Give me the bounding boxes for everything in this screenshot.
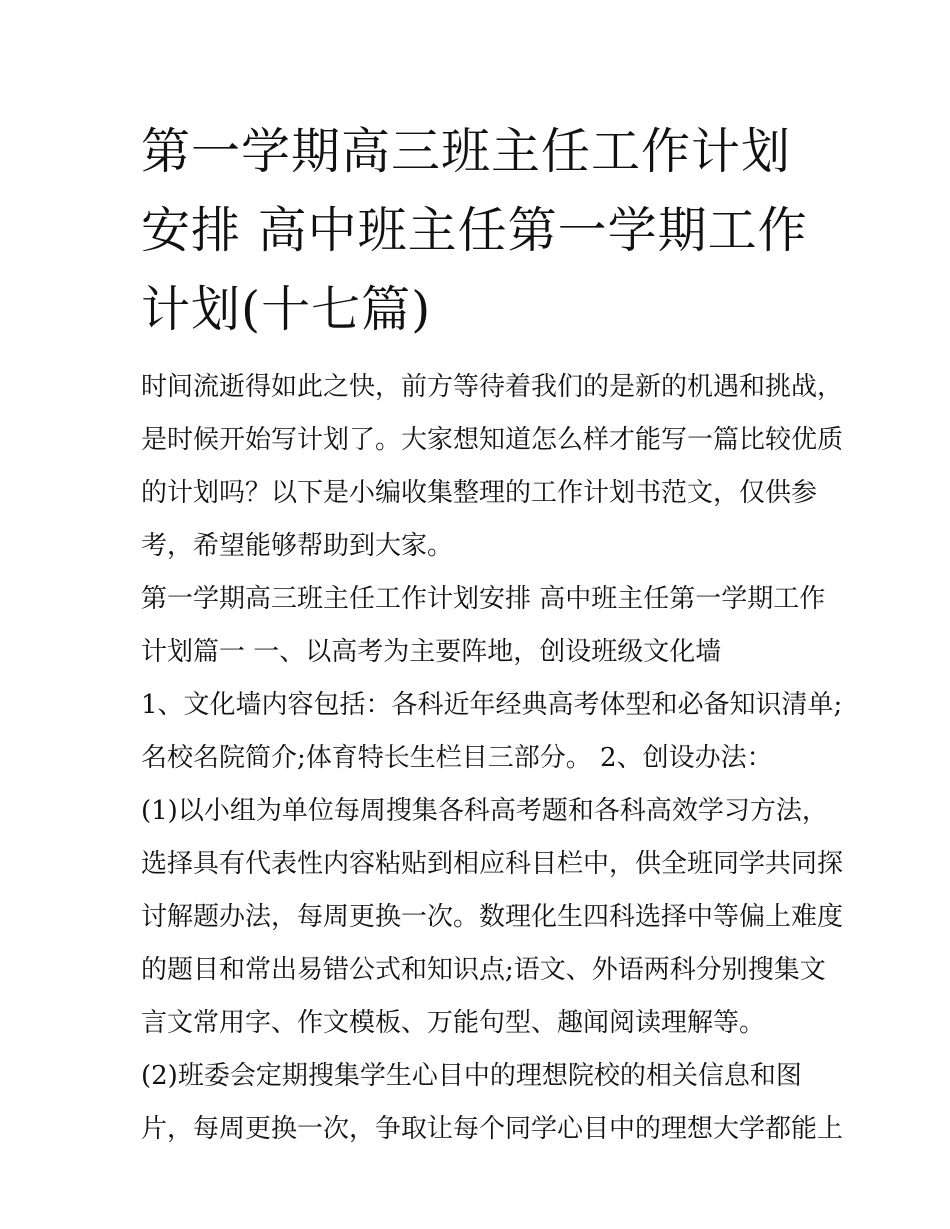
text-line: 计划篇一 一、以高考为主要阵地，创设班级文化墙 [141,637,722,667]
item-1-paragraph [141,679,843,785]
document-body [141,361,844,1156]
text-line: (1)以小组为单位每周搜集各科高考题和各科高效学习方法， [141,796,828,826]
section-heading-paragraph [141,573,826,679]
title-line: 计划(十七篇) [141,281,432,338]
title-line: 第一学期高三班主任工作计划 [141,123,792,180]
intro-paragraph [141,361,844,573]
text-line: 1、文化墙内容包括：各科近年经典高考体型和必备知识清单; [141,690,843,720]
title-line: 安排 高中班主任第一学期工作 [141,202,808,259]
text-line: 选择具有代表性内容粘贴到相应科目栏中，供全班同学共同探 [141,849,844,879]
text-line: 讨解题办法，每周更换一次。数理化生四科选择中等偏上难度 [141,902,844,932]
text-line: 名校名院简介;体育特长生栏目三部分。 2、创设办法： [141,743,773,773]
text-line: 片，每周更换一次，争取让每个同学心目中的理想大学都能上 [141,1114,844,1144]
document-content [141,112,844,1156]
text-line: 的题目和常出易错公式和知识点;语文、外语两科分别搜集文 [141,955,826,985]
text-line: (2)班委会定期搜集学生心目中的理想院校的相关信息和图 [141,1061,802,1091]
text-line: 言文常用字、作文模板、万能句型、趣闻阅读理解等。 [141,1008,766,1038]
sub-item-1-paragraph [141,785,844,1050]
text-line: 时间流逝得如此之快，前方等待着我们的是新的机遇和挑战， [141,372,844,402]
text-line: 的计划吗？以下是小编收集整理的工作计划书范文，仅供参 [141,478,818,508]
sub-item-2-paragraph [141,1050,844,1156]
text-line: 考，希望能够帮助到大家。 [141,531,454,561]
text-line: 第一学期高三班主任工作计划安排 高中班主任第一学期工作 [141,584,826,614]
text-line: 是时候开始写计划了。大家想知道怎么样才能写一篇比较优质 [141,425,844,455]
document-title [141,112,821,349]
